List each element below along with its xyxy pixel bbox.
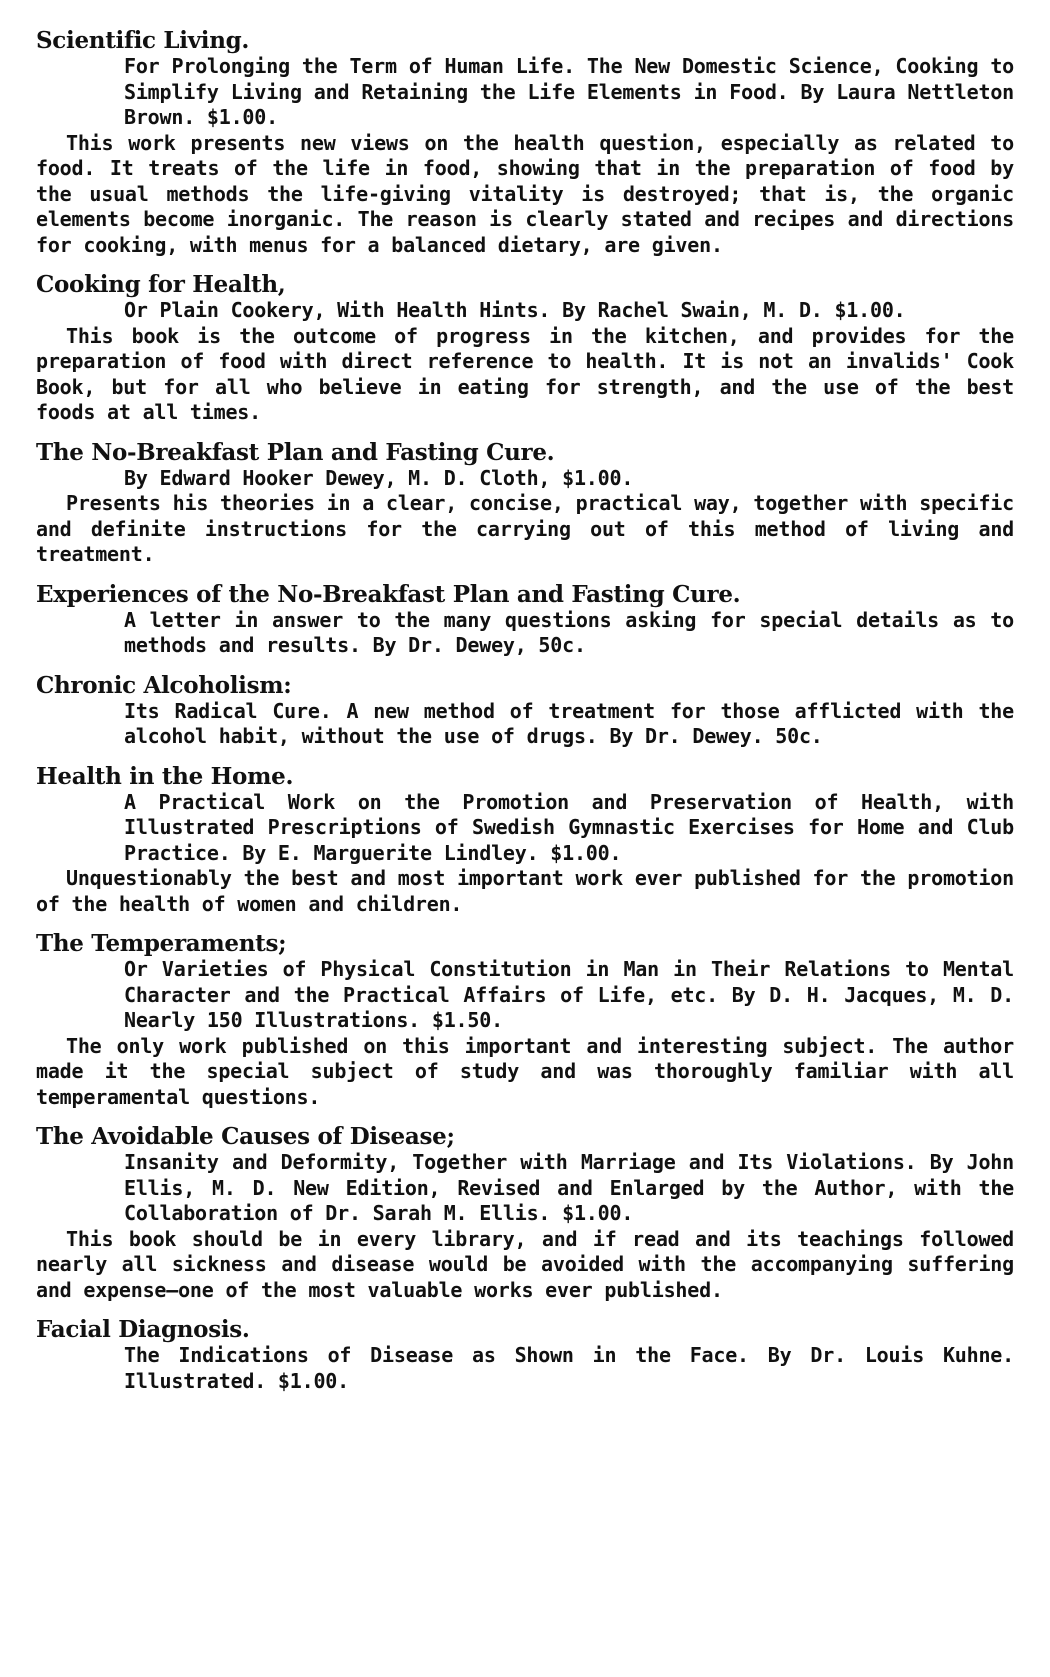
book-entry: [36, 582, 1014, 659]
book-subtitle: A Practical Work on the Promotion and Preservation of Health, with Illustrated Prescriptions of Swedish Gymnastic Exercises for Home and Club Practice. By E. Marguerite Lindley. $1.00.: [124, 789, 1014, 865]
book-description: The only work published on this important and interesting subject. The author made it the special subject of study and was thoroughly familiar with all temperamental questions.: [36, 1033, 1014, 1109]
book-description: This work presents new views on the health question, especially as related to food. It treats of the life in food, showing that in the preparation of food by the usual methods the life-giving vitality is destroyed; that is, the organic elements become inorganic. The reason is clearly stated and recipes and directions for cooking, with menus for a balanced dietary, are given.: [36, 130, 1014, 257]
book-subtitle: The Indications of Disease as Shown in the Face. By Dr. Louis Kuhne. Illustrated. $1.00.: [124, 1343, 1014, 1393]
book-title: Cooking for Health,: [36, 271, 286, 298]
book-entry: [36, 931, 1014, 1110]
book-title: Facial Diagnosis.: [36, 1316, 250, 1343]
book-subtitle: Or Plain Cookery, With Health Hints. By Rachel Swain, M. D. $1.00.: [124, 298, 906, 322]
book-entry: [36, 1317, 1014, 1394]
book-description: This book is the outcome of progress in the kitchen, and provides for the preparation of food with direct reference to health. It is not an invalids' Cook Book, but for all who believe in eating for strength, and the use of the best foods at all times.: [36, 323, 1014, 424]
book-list: [36, 28, 1014, 1408]
book-entry: [36, 272, 1014, 426]
book-subtitle: A letter in answer to the many questions asking for special details as to methods and results. By Dr. Dewey, 50c.: [124, 607, 1014, 657]
book-title: Chronic Alcoholism:: [36, 671, 292, 699]
book-subtitle: Insanity and Deformity, Together with Marriage and Its Violations. By John Ellis, M. D. New Edition, Revised and Enlarged by the Author, with the Collaboration of Dr. Sarah M. Ellis. $1.00.: [124, 1150, 1014, 1225]
book-description: Unquestionably the best and most important work ever published for the promotion of the health of women and children.: [36, 866, 1014, 916]
book-subtitle: For Prolonging the Term of Human Life. The New Domestic Science, Cooking to Simplify Living and Retaining the Life Elements in Food. By Laura Nettleton Brown. $1.00.: [124, 54, 1014, 129]
book-entry: [36, 1124, 1014, 1303]
book-entry: [36, 673, 1014, 750]
book-entry: [36, 764, 1014, 918]
book-title: Experiences of the No-Breakfast Plan and Fasting Cure.: [36, 580, 741, 608]
book-entry: [36, 440, 1014, 568]
book-description: This book should be in every library, and if read and its teachings followed nearly all sickness and disease would be avoided with the accompanying suffering and expense—one of the most valuable works ever published.: [36, 1226, 1014, 1302]
book-subtitle: Or Varieties of Physical Constitution in Man in Their Relations to Mental Character and the Practical Affairs of Life, etc. By D. H. Jacques, M. D. Nearly 150 Illustrations. $1.50.: [124, 957, 1014, 1032]
book-title: Scientific Living.: [36, 27, 250, 54]
book-title: Health in the Home.: [36, 762, 294, 790]
book-subtitle: Its Radical Cure. A new method of treatment for those afflicted with the alcohol habit, without the use of drugs. By Dr. Dewey. 50c.: [124, 698, 1014, 748]
book-title: The Avoidable Causes of Disease;: [36, 1123, 455, 1150]
book-title: The Temperaments;: [36, 930, 287, 957]
book-entry: [36, 28, 1014, 258]
book-subtitle: By Edward Hooker Dewey, M. D. Cloth, $1.00.: [124, 465, 634, 490]
book-description: Presents his theories in a clear, concise, practical way, together with specific and definite instructions for the carrying out of this method of living and treatment.: [36, 491, 1014, 566]
book-title: The No-Breakfast Plan and Fasting Cure.: [36, 438, 555, 466]
